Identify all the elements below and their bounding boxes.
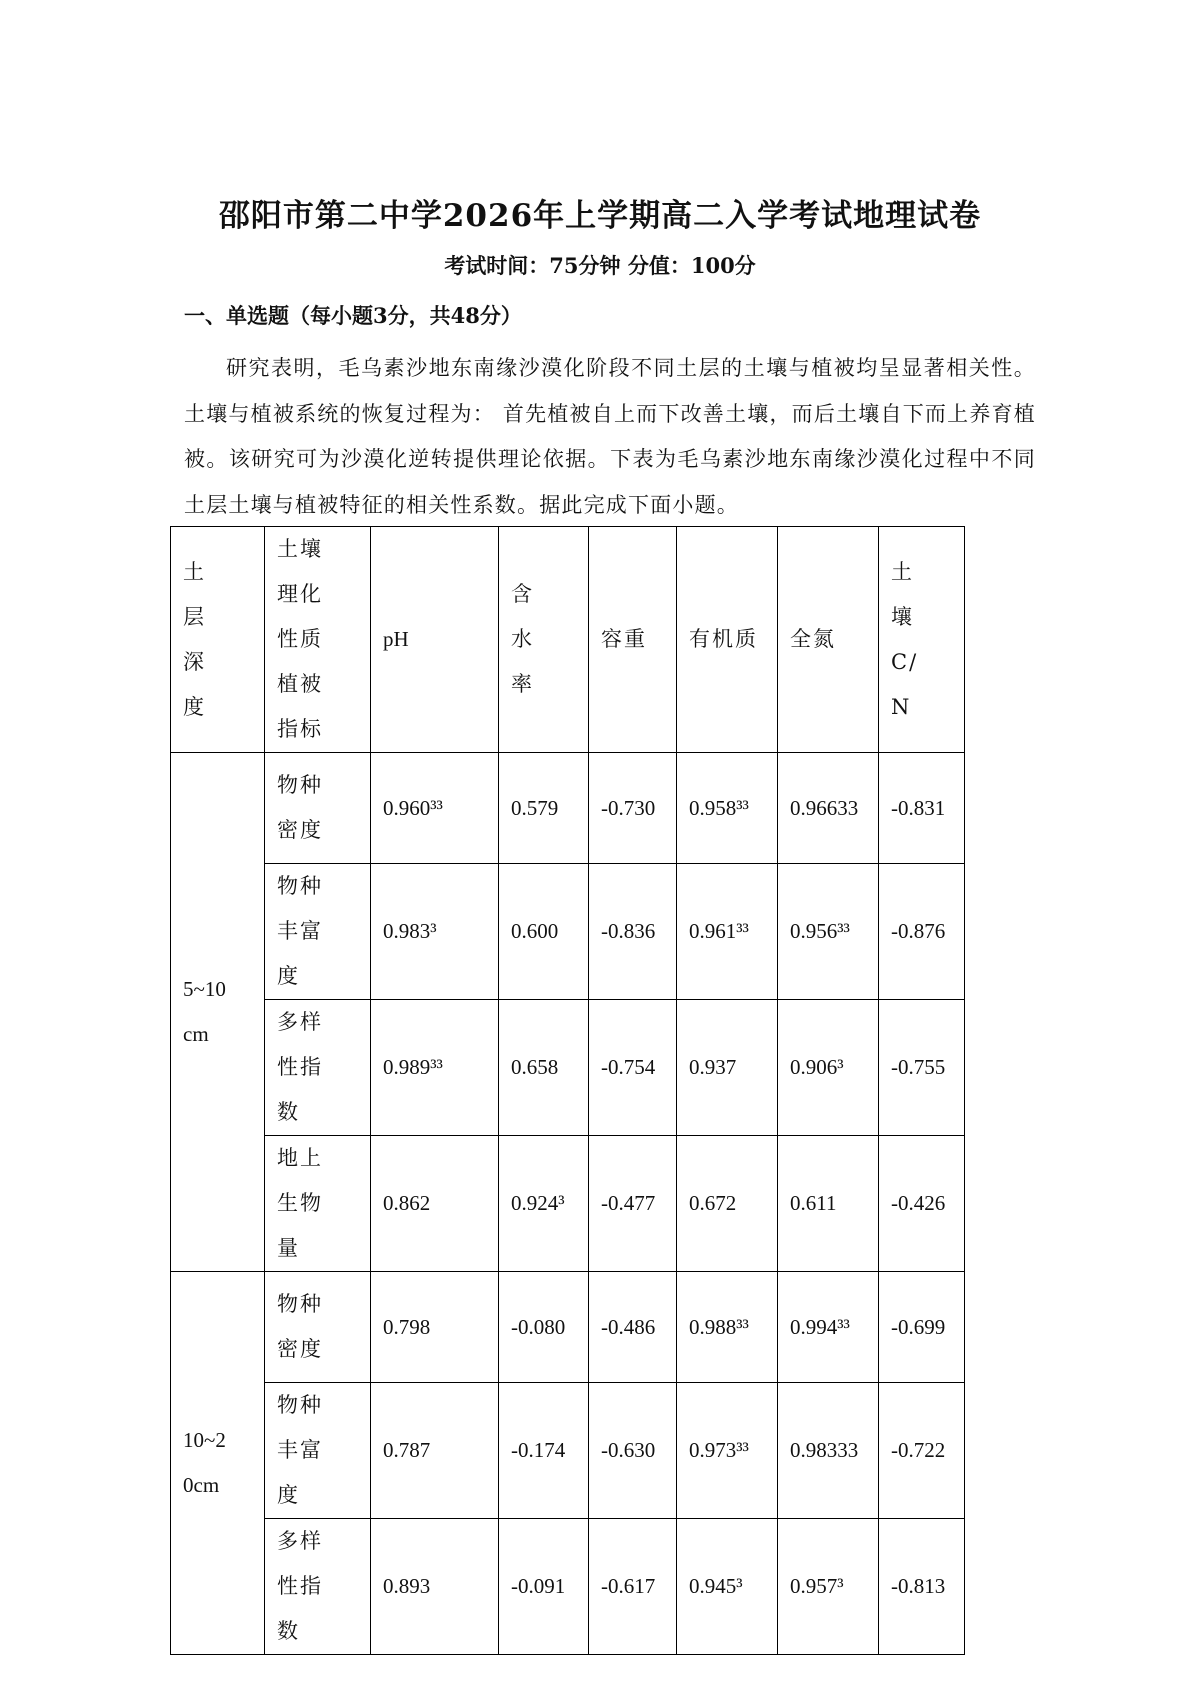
table-row <box>171 1519 965 1655</box>
density-cell: -0.754 <box>589 1000 677 1136</box>
correlation-table <box>170 526 965 1655</box>
header-nitrogen: 全氮 <box>778 527 879 753</box>
table-row <box>171 753 965 864</box>
index-cell: 物种丰富度 <box>265 1383 371 1519</box>
header-water: 含水率 <box>499 527 589 753</box>
density-cell: -0.617 <box>589 1519 677 1655</box>
nitrogen-cell: 0.957³ <box>778 1519 879 1655</box>
organic-cell: 0.973³³ <box>677 1383 778 1519</box>
organic-cell: 0.945³ <box>677 1519 778 1655</box>
ph-cell: 0.893 <box>371 1519 499 1655</box>
table-row <box>171 864 965 1000</box>
ph-cell: 0.787 <box>371 1383 499 1519</box>
water-cell: 0.600 <box>499 864 589 1000</box>
density-cell: -0.836 <box>589 864 677 1000</box>
table-row <box>171 1383 965 1519</box>
header-cn: 土壤C/N <box>879 527 965 753</box>
index-cell: 物种丰富度 <box>265 864 371 1000</box>
organic-cell: 0.958³³ <box>677 753 778 864</box>
header-depth: 土层深度 <box>171 527 265 753</box>
table-row <box>171 1136 965 1272</box>
density-cell: -0.486 <box>589 1272 677 1383</box>
water-cell: 0.579 <box>499 753 589 864</box>
nitrogen-cell: 0.611 <box>778 1136 879 1272</box>
header-ph: pH <box>371 527 499 753</box>
cn-cell: -0.722 <box>879 1383 965 1519</box>
density-cell: -0.730 <box>589 753 677 864</box>
water-cell: 0.924³ <box>499 1136 589 1272</box>
index-cell: 物种密度 <box>265 1272 371 1383</box>
ph-cell: 0.862 <box>371 1136 499 1272</box>
nitrogen-cell: 0.96633 <box>778 753 879 864</box>
ph-cell: 0.983³ <box>371 864 499 1000</box>
question-stem: 研究表明，毛乌素沙地东南缘沙漠化阶段不同土层的土壤与植被均呈显著相关性。土壤与植被系统的恢复过程为： 首先植被自上而下改善土壤，而后土壤自下而上养育植被。该研究可为沙漠化逆转提供理论依据。下表为毛乌素沙地东南缘沙漠化过程中不同土层土壤与植被特征的相关性系数。据此完成下面小题。 <box>184 356 1036 517</box>
depth-cell: 10~20cm <box>171 1272 265 1655</box>
organic-cell: 0.988³³ <box>677 1272 778 1383</box>
header-organic: 有机质 <box>677 527 778 753</box>
depth-cell: 5~10cm <box>171 753 265 1272</box>
cn-cell: -0.699 <box>879 1272 965 1383</box>
organic-cell: 0.961³³ <box>677 864 778 1000</box>
index-cell: 多样性指数 <box>265 1519 371 1655</box>
ph-cell: 0.989³³ <box>371 1000 499 1136</box>
section-heading: 一、单选题（每小题3分，共48分） <box>184 303 522 328</box>
ph-cell: 0.960³³ <box>371 753 499 864</box>
cn-cell: -0.755 <box>879 1000 965 1136</box>
table-row <box>171 1000 965 1136</box>
exam-title: 邵阳市第二中学2026年上学期高二入学考试地理试卷 <box>218 198 982 234</box>
nitrogen-cell: 0.906³ <box>778 1000 879 1136</box>
nitrogen-cell: 0.994³³ <box>778 1272 879 1383</box>
density-cell: -0.630 <box>589 1383 677 1519</box>
index-cell: 多样性指数 <box>265 1000 371 1136</box>
index-cell: 物种密度 <box>265 753 371 864</box>
header-density: 容重 <box>589 527 677 753</box>
cn-cell: -0.876 <box>879 864 965 1000</box>
density-cell: -0.477 <box>589 1136 677 1272</box>
water-cell: 0.658 <box>499 1000 589 1136</box>
table-row <box>171 1272 965 1383</box>
organic-cell: 0.672 <box>677 1136 778 1272</box>
nitrogen-cell: 0.98333 <box>778 1383 879 1519</box>
table-header-row <box>171 527 965 753</box>
cn-cell: -0.813 <box>879 1519 965 1655</box>
cn-cell: -0.426 <box>879 1136 965 1272</box>
water-cell: -0.080 <box>499 1272 589 1383</box>
ph-cell: 0.798 <box>371 1272 499 1383</box>
cn-cell: -0.831 <box>879 753 965 864</box>
header-index: 土壤理化性质植被指标 <box>265 527 371 753</box>
water-cell: -0.174 <box>499 1383 589 1519</box>
nitrogen-cell: 0.956³³ <box>778 864 879 1000</box>
exam-subtitle: 考试时间：75分钟 分值：100分 <box>444 253 756 278</box>
index-cell: 地上生物量 <box>265 1136 371 1272</box>
water-cell: -0.091 <box>499 1519 589 1655</box>
organic-cell: 0.937 <box>677 1000 778 1136</box>
